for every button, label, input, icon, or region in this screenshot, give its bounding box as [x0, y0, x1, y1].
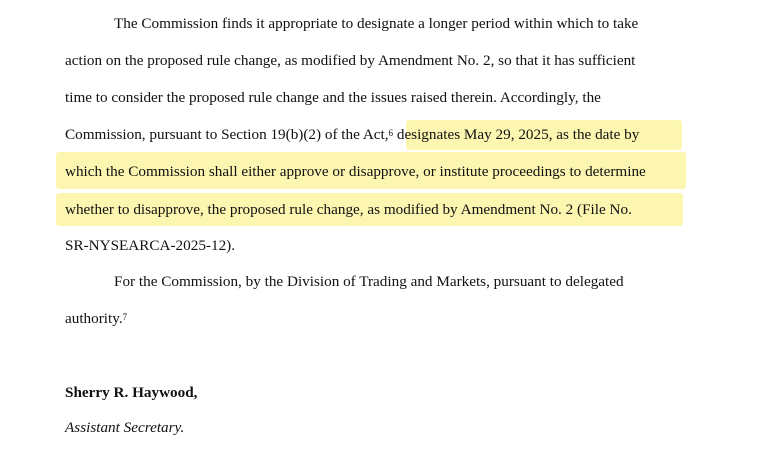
- paragraph-1-line-4: [65, 125, 639, 145]
- footnote-marker-7[interactable]: 7: [122, 312, 128, 322]
- line-4-text: [65, 126, 639, 143]
- signer-name: Sherry R. Haywood,: [65, 384, 198, 401]
- body-text: action on the proposed rule change, as modified by Amendment No. 2, so that it has sufficient: [65, 52, 636, 69]
- body-text: SR-NYSEARCA-2025-12).: [65, 237, 236, 254]
- body-text: Commission, pursuant to Section 19(b)(2) of the Act,: [65, 126, 389, 143]
- paragraph-2-line-2: [65, 309, 127, 329]
- highlighted-text: whether to disapprove, the proposed rule change, as modified by Amendment No. 2 (File No.: [65, 201, 632, 218]
- body-text: authority.: [65, 310, 123, 327]
- body-text: For the Commission, by the Division of Trading and Markets, pursuant to delegated: [114, 273, 624, 290]
- highlighted-text: designates May 29, 2025, as the date by: [393, 126, 640, 143]
- footnote-marker-6[interactable]: 6: [388, 128, 394, 138]
- signer-title: Assistant Secretary.: [65, 419, 185, 436]
- highlighted-text: which the Commission shall either approve or disapprove, or institute proceedings to determine: [65, 163, 646, 180]
- body-text: time to consider the proposed rule change and the issues raised therein. Accordingly, the: [65, 89, 601, 106]
- body-text: The Commission finds it appropriate to designate a longer period within which to take: [114, 15, 639, 32]
- line-text: [65, 310, 127, 327]
